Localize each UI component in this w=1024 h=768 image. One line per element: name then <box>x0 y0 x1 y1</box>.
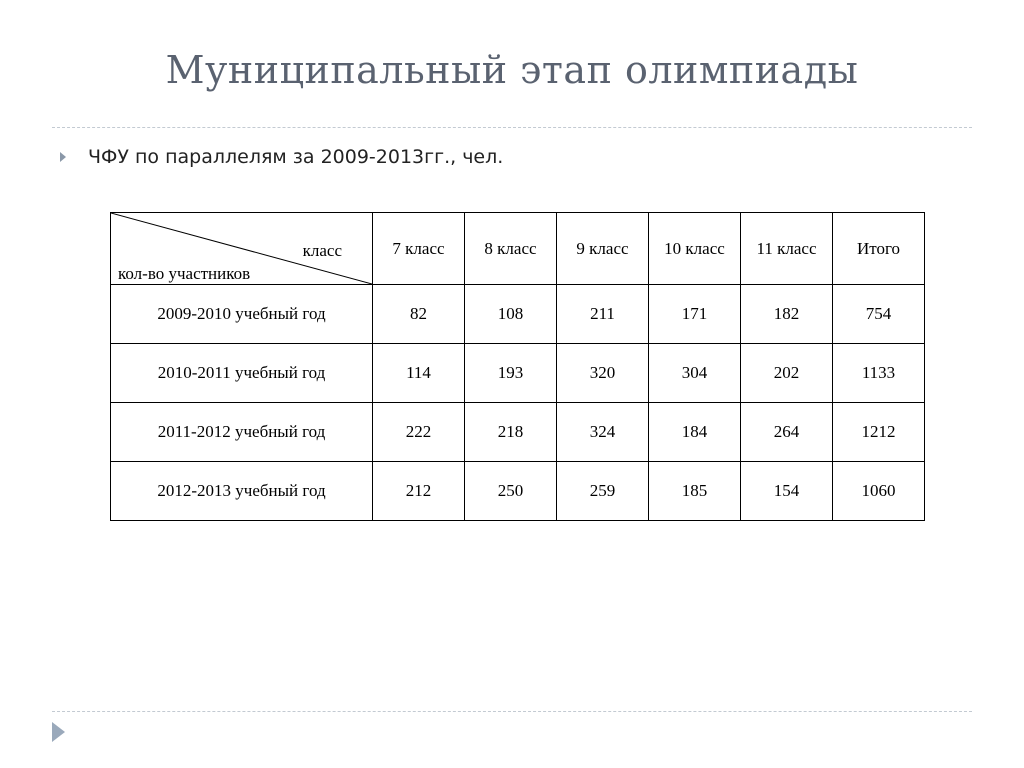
column-header: 10 класс <box>649 213 741 285</box>
row-label: 2009-2010 учебный год <box>111 285 373 344</box>
table-row <box>111 462 925 521</box>
table-row <box>111 285 925 344</box>
row-label: 2011-2012 учебный год <box>111 403 373 462</box>
table-cell: 222 <box>373 403 465 462</box>
bottom-divider <box>52 711 972 712</box>
table-header-row <box>111 213 925 285</box>
column-header: 9 класс <box>557 213 649 285</box>
row-label: 2010-2011 учебный год <box>111 344 373 403</box>
column-header: Итого <box>833 213 925 285</box>
play-arrow-icon[interactable] <box>52 722 65 742</box>
table-cell: 184 <box>649 403 741 462</box>
table-cell: 320 <box>557 344 649 403</box>
table-cell: 304 <box>649 344 741 403</box>
table-cell: 202 <box>741 344 833 403</box>
slide-title: Муниципальный этап олимпиады <box>165 48 859 92</box>
top-divider <box>52 127 972 128</box>
row-label: 2012-2013 учебный год <box>111 462 373 521</box>
corner-label-class: класс <box>302 241 342 260</box>
table-cell: 264 <box>741 403 833 462</box>
table-cell: 218 <box>465 403 557 462</box>
table-row <box>111 403 925 462</box>
bullet-text: ЧФУ по параллелям за 2009-2013гг., чел. <box>88 146 504 168</box>
column-header: 7 класс <box>373 213 465 285</box>
table-cell: 193 <box>465 344 557 403</box>
column-header: 8 класс <box>465 213 557 285</box>
table-cell: 211 <box>557 285 649 344</box>
table-cell: 82 <box>373 285 465 344</box>
table-cell: 182 <box>741 285 833 344</box>
table-cell: 154 <box>741 462 833 521</box>
table-cell: 171 <box>649 285 741 344</box>
table-cell: 212 <box>373 462 465 521</box>
table-cell: 1060 <box>833 462 925 521</box>
table-cell: 259 <box>557 462 649 521</box>
table-cell: 185 <box>649 462 741 521</box>
table-cell: 754 <box>833 285 925 344</box>
table-row <box>111 344 925 403</box>
table-cell: 114 <box>373 344 465 403</box>
table-cell: 1133 <box>833 344 925 403</box>
triangle-right-icon <box>60 152 66 162</box>
table-cell: 108 <box>465 285 557 344</box>
column-header: 11 класс <box>741 213 833 285</box>
bullet-item <box>60 146 503 168</box>
corner-label-participants: кол-во участников <box>118 264 251 283</box>
table-cell: 1212 <box>833 403 925 462</box>
participants-table <box>110 212 925 521</box>
table-cell: 250 <box>465 462 557 521</box>
table-cell: 324 <box>557 403 649 462</box>
corner-cell <box>111 213 373 285</box>
